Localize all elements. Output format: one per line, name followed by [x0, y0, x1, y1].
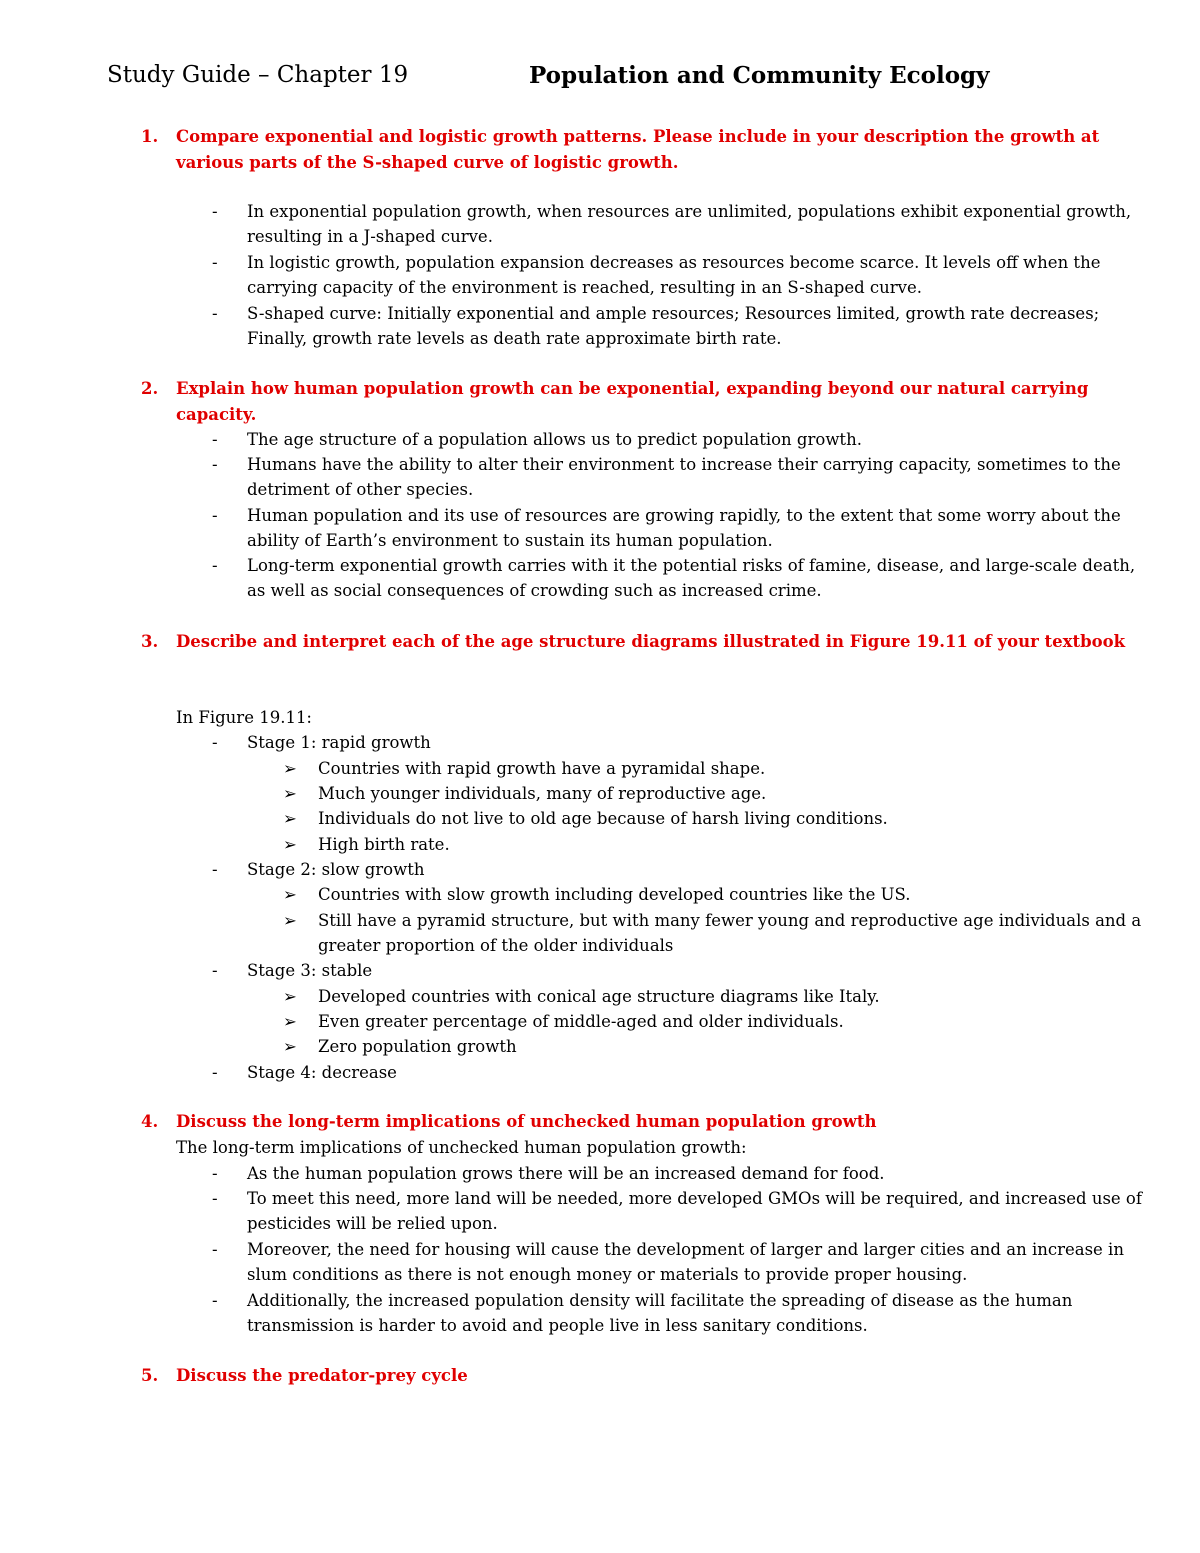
sub-list-item-text: Individuals do not live to old age because of harsh living conditions.	[318, 809, 888, 828]
figure-intro: In Figure 19.11:	[176, 708, 312, 727]
question-text: Explain how human population growth can be exponential, expanding beyond our natural carrying capacity.	[176, 379, 1089, 424]
list-item-text: To meet this need, more land will be needed, more developed GMOs will be required, and increased use of pesticides will be relied upon.	[247, 1189, 1142, 1234]
arrow-bullet-icon: ➢	[283, 987, 297, 1006]
list-item-text: In exponential population growth, when resources are unlimited, populations exhibit exponential growth, resulting in a J-shaped curve.	[247, 202, 1132, 247]
stage-item	[212, 958, 1152, 983]
question-2	[141, 376, 1151, 428]
sub-list-item	[283, 832, 1153, 857]
sub-list-item-text: Still have a pyramid structure, but with many fewer young and reproductive age individuals and a greater proportion of the older individuals	[318, 911, 1142, 956]
list-item	[212, 301, 1152, 352]
question-1	[141, 124, 1151, 176]
sub-list-item	[283, 984, 1153, 1009]
list-item	[212, 553, 1152, 604]
dash-bullet: -	[212, 556, 218, 575]
sub-list-item	[283, 1009, 1153, 1034]
stage-label: Stage 3: stable	[247, 961, 373, 980]
dash-bullet: -	[212, 860, 218, 879]
list-item-text: In logistic growth, population expansion decreases as resources become scarce. It levels off when the carrying capacity of the environment is reached, resulting in an S-shaped curve.	[247, 253, 1101, 298]
question-text: Describe and interpret each of the age structure diagrams illustrated in Figure 19.11 of your textbook	[176, 632, 1126, 651]
list-item	[212, 452, 1152, 503]
list-item-text: Long-term exponential growth carries with it the potential risks of famine, disease, and large-scale death, as well as social consequences of crowding such as increased crime.	[247, 556, 1136, 601]
dash-bullet: -	[212, 1189, 218, 1208]
list-item	[212, 427, 1152, 452]
list-item	[212, 1237, 1152, 1288]
list-item	[212, 503, 1152, 554]
page-title: Population and Community Ecology	[529, 62, 990, 89]
sub-list-item-text: High birth rate.	[318, 835, 450, 854]
list-item-text: The age structure of a population allows us to predict population growth.	[247, 430, 862, 449]
question-number: 4.	[141, 1112, 159, 1131]
sub-list-item	[283, 756, 1153, 781]
arrow-bullet-icon: ➢	[283, 1037, 297, 1056]
list-item-text: Moreover, the need for housing will cause the development of larger and larger cities and an increase in slum conditions as there is not enough money or materials to provide proper housing.	[247, 1240, 1124, 1285]
header-left: Study Guide – Chapter 19	[107, 62, 409, 88]
list-item	[212, 1288, 1152, 1339]
list-item	[212, 250, 1152, 301]
arrow-bullet-icon: ➢	[283, 1012, 297, 1031]
list-item-text: Humans have the ability to alter their environment to increase their carrying capacity, sometimes to the detriment of other species.	[247, 455, 1121, 500]
dash-bullet: -	[212, 430, 218, 449]
arrow-bullet-icon: ➢	[283, 809, 297, 828]
dash-bullet: -	[212, 1164, 218, 1183]
page-header	[107, 62, 1107, 96]
question-3	[141, 629, 1151, 655]
dash-bullet: -	[212, 961, 218, 980]
list-item	[212, 1161, 1152, 1186]
dash-bullet: -	[212, 253, 218, 272]
sub-list-item-text: Developed countries with conical age structure diagrams like Italy.	[318, 987, 880, 1006]
list-item	[212, 199, 1152, 250]
sub-list-item	[283, 908, 1153, 959]
question-number: 2.	[141, 379, 159, 398]
stage-item	[212, 730, 1152, 755]
sub-list-item-text: Even greater percentage of middle-aged and older individuals.	[318, 1012, 844, 1031]
question-number: 3.	[141, 632, 159, 651]
dash-bullet: -	[212, 1063, 218, 1082]
question-text: Discuss the predator-prey cycle	[176, 1366, 468, 1385]
sub-list-item-text: Countries with slow growth including developed countries like the US.	[318, 885, 911, 904]
question-text: Compare exponential and logistic growth patterns. Please include in your description the growth at various parts of the S-shaped curve of logistic growth.	[176, 127, 1100, 172]
list-item	[212, 1186, 1152, 1237]
question-4	[141, 1109, 1151, 1135]
dash-bullet: -	[212, 1240, 218, 1259]
sub-list-item-text: Countries with rapid growth have a pyramidal shape.	[318, 759, 766, 778]
stage-label: Stage 1: rapid growth	[247, 733, 431, 752]
list-item-text: Additionally, the increased population density will facilitate the spreading of disease as the human transmission is harder to avoid and people live in less sanitary conditions.	[247, 1291, 1073, 1336]
sub-list-item	[283, 882, 1153, 907]
sub-list-item	[283, 1034, 1153, 1059]
stage-label: Stage 2: slow growth	[247, 860, 425, 879]
arrow-bullet-icon: ➢	[283, 759, 297, 778]
list-item-text: S-shaped curve: Initially exponential and ample resources; Resources limited, growth rate decreases; Finally, growth rate levels as death rate approximate birth rate.	[247, 304, 1100, 349]
question-5	[141, 1363, 1151, 1389]
stage-item	[212, 857, 1152, 882]
list-item-text: As the human population grows there will be an increased demand for food.	[247, 1164, 885, 1183]
arrow-bullet-icon: ➢	[283, 885, 297, 904]
answer-intro: The long-term implications of unchecked human population growth:	[176, 1138, 747, 1157]
sub-list-item-text: Zero population growth	[318, 1037, 517, 1056]
dash-bullet: -	[212, 1291, 218, 1310]
question-number: 1.	[141, 127, 159, 146]
dash-bullet: -	[212, 455, 218, 474]
arrow-bullet-icon: ➢	[283, 784, 297, 803]
question-text: Discuss the long-term implications of unchecked human population growth	[176, 1112, 877, 1131]
question-number: 5.	[141, 1366, 159, 1385]
dash-bullet: -	[212, 506, 218, 525]
sub-list-item	[283, 781, 1153, 806]
dash-bullet: -	[212, 733, 218, 752]
sub-list-item	[283, 806, 1153, 831]
stage-label: Stage 4: decrease	[247, 1063, 397, 1082]
list-item-text: Human population and its use of resources are growing rapidly, to the extent that some worry about the ability of Earth’s environment to sustain its human population.	[247, 506, 1121, 551]
stage-item	[212, 1060, 1152, 1085]
dash-bullet: -	[212, 202, 218, 221]
arrow-bullet-icon: ➢	[283, 835, 297, 854]
sub-list-item-text: Much younger individuals, many of reproductive age.	[318, 784, 767, 803]
arrow-bullet-icon: ➢	[283, 911, 297, 930]
dash-bullet: -	[212, 304, 218, 323]
